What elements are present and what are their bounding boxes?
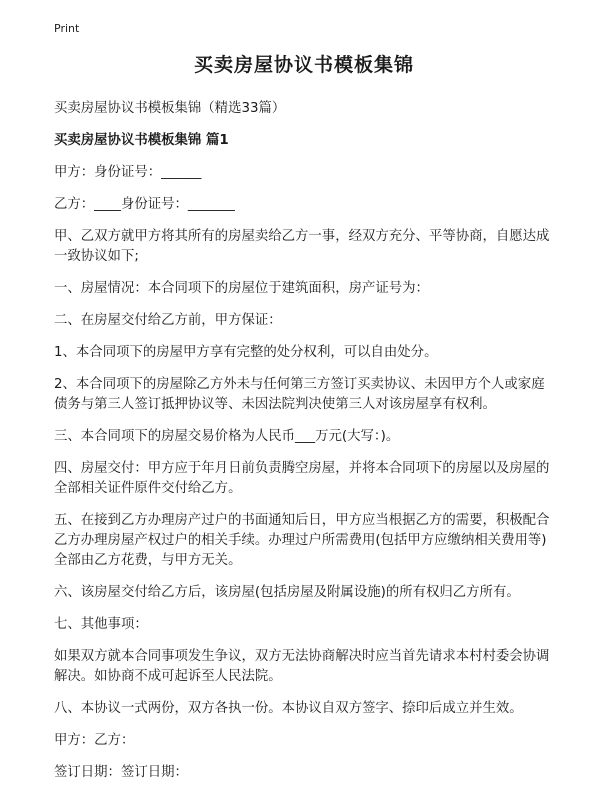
section-heading: 买卖房屋协议书模板集锦 篇1 [54,133,229,148]
clause-8-copies: 八、本协议一式两份，双方各执一份。本协议自双方签字、捺印后成立并生效。 [54,701,523,716]
clause-3-price: 三、本合同项下的房屋交易价格为人民币___万元(大写：)。 [54,429,400,444]
party-a-line: 甲方：身份证号：______ [54,165,202,180]
clause-5-transfer: 五、在接到乙方办理房产过户的书面通知后日，甲方应当根据乙方的需要，积极配合乙方办理房屋产权过户的相关手续。办理过户所需费用(包括甲方应缴纳相关费用等)全部由乙方花费，与甲方无关。 [54,513,550,568]
clause-2-item-2: 2、本合同项下的房屋除乙方外未与任何第三方签订买卖协议、未因甲方个人或家庭债务与第三人签订抵押协议等、未因法院判决使第三人对该房屋享有权利。 [54,377,545,412]
clause-2-item-1: 1、本合同项下的房屋甲方享有完整的处分权利，可以自由处分。 [54,345,438,360]
clause-1-property: 一、房屋情况：本合同项下的房屋位于建筑面积，房产证号为： [54,281,429,296]
dispute-resolution: 如果双方就本合同事项发生争议，双方无法协商解决时应当首先请求本村村委会协调解决。如协商不成可起诉至人民法院。 [54,649,550,684]
print-label: Print [54,22,80,35]
clause-2-guarantee: 二、在房屋交付给乙方前，甲方保证： [54,313,282,328]
agreement-intro: 甲、乙双方就甲方将其所有的房屋卖给乙方一事，经双方充分、平等协商，自愿达成一致协议如下; [54,229,550,264]
document-subtitle: 买卖房屋协议书模板集锦（精选33篇） [54,101,286,116]
clause-4-delivery: 四、房屋交付：甲方应于年月日前负责腾空房屋，并将本合同项下的房屋以及房屋的全部相关证件原件交付给乙方。 [54,461,550,496]
signature-dates: 签订日期：签订日期： [54,765,188,780]
clause-7-other: 七、其他事项： [54,617,148,632]
clause-6-ownership: 六、该房屋交付给乙方后，该房屋(包括房屋及附属设施)的所有权归乙方所有。 [54,585,520,600]
document-title: 买卖房屋协议书模板集锦 [193,54,414,76]
signature-parties: 甲方：乙方： [54,733,135,748]
party-b-line: 乙方：____身份证号：_______ [54,197,235,212]
document-body [54,50,554,795]
